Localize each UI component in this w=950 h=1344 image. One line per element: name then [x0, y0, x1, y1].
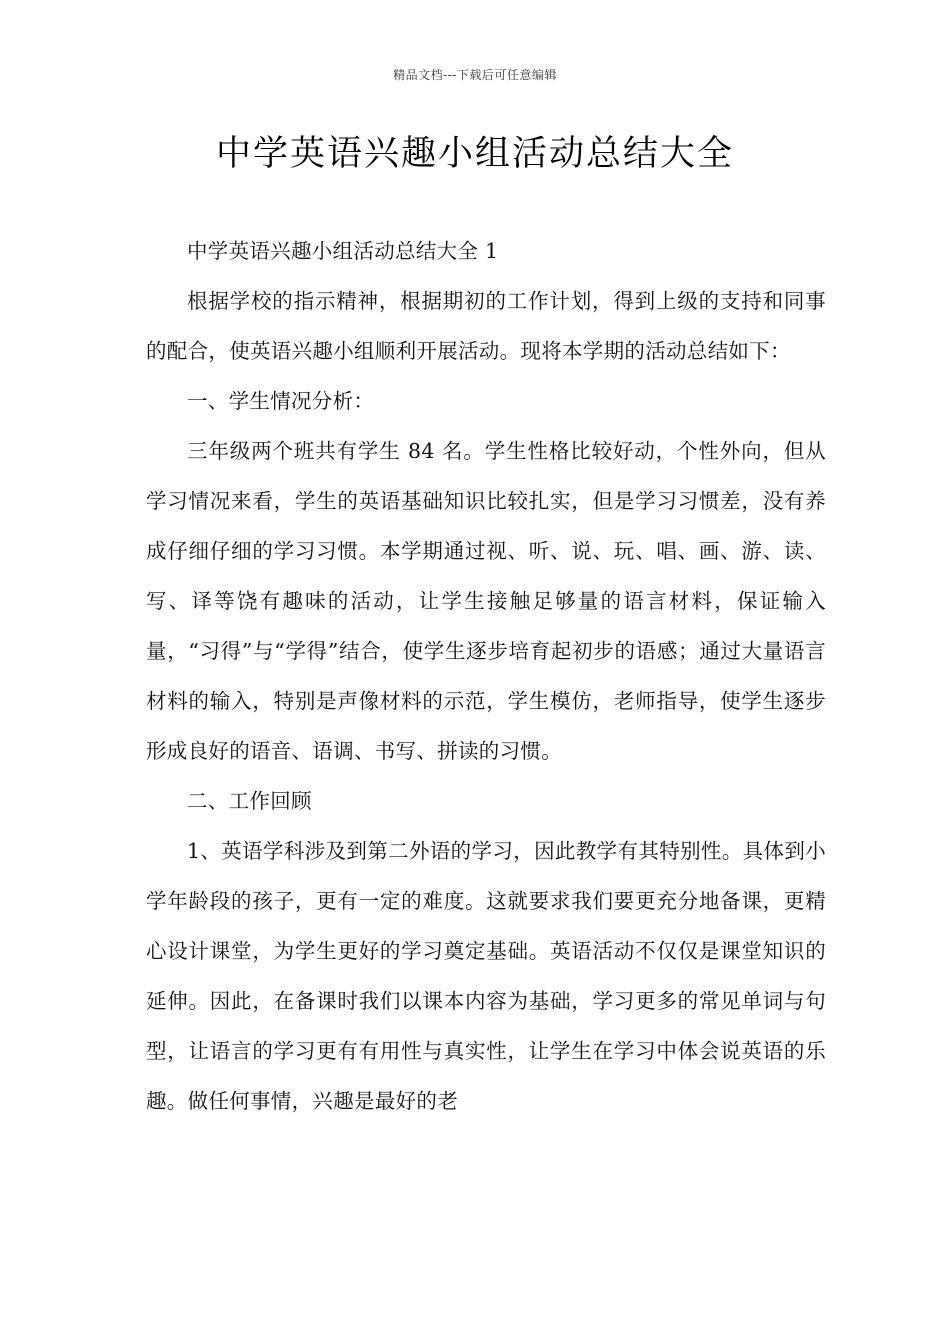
section-heading: 一、学生情况分析：	[187, 389, 375, 413]
paragraph: 根据学校的指示精神，根据期初的工作计划，得到上级的支持和同事的配合，使英语兴趣小组顺利开展活动。现将本学期的活动总结如下：	[146, 289, 826, 363]
paragraph: 三年级两个班共有学生 84 名。学生性格比较好动，个性外向，但从学习情况来看，学生的英语基础知识比较扎实，但是学习习惯差，没有养成仔细仔细的学习习惯。本学期通过视、听、说、玩、唱、画、游、读、写、译等饶有趣味的活动，让学生接触足够量的语言材料，保证输入量，“习得”与“学得”结合，使学生逐步培育起初步的语感；通过大量语言材料的输入，特别是声像材料的示范，学生模仿，老师指导，使学生逐步形成良好的语音、语调、书写、拼读的习惯。	[146, 439, 826, 763]
paragraph: 1、英语学科涉及到第二外语的学习，因此教学有其特别性。具体到小学年龄段的孩子，更有一定的难度。这就要求我们要更充分地备课，更精心设计课堂，为学生更好的学习奠定基础。英语活动不仅仅是课堂知识的延伸。因此，在备课时我们以课本内容为基础，学习更多的常见单词与句型，让语言的学习更有有用性与真实性，让学生在学习中体会说英语的乐趣。做任何事情，兴趣是最好的老	[146, 839, 826, 1113]
section-heading: 中学英语兴趣小组活动总结大全 1	[187, 239, 499, 263]
section-heading: 二、工作回顾	[187, 789, 312, 813]
header-note: 精品文档---下载后可任意编辑	[393, 68, 557, 82]
document-body	[146, 226, 826, 1126]
document-title: 中学英语兴趣小组活动总结大全	[215, 134, 734, 174]
